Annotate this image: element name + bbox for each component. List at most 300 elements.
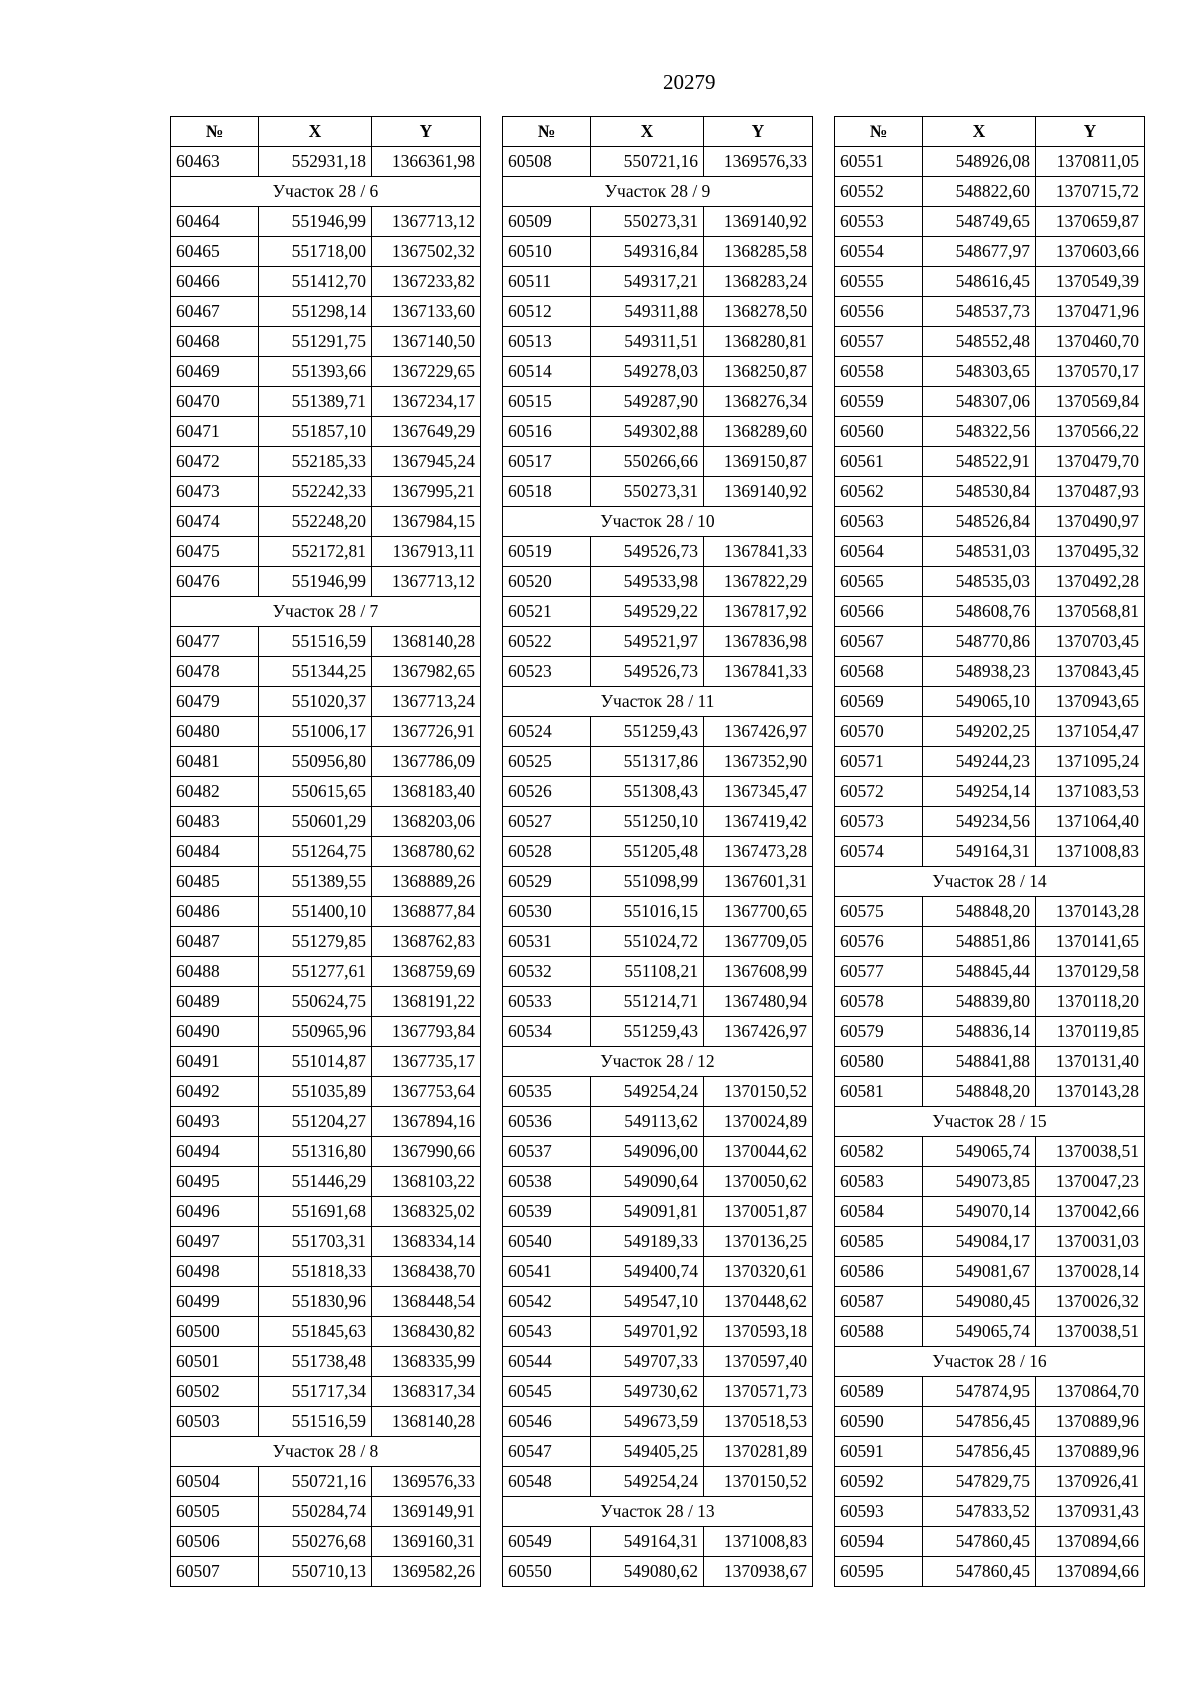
- y-coordinate-cell: 1371095,24: [1036, 747, 1145, 777]
- y-coordinate-cell: 1367982,65: [372, 657, 481, 687]
- table-row: [835, 1227, 1145, 1257]
- y-coordinate-cell: 1370471,96: [1036, 297, 1145, 327]
- point-number-cell: 60590: [835, 1407, 923, 1437]
- y-coordinate-cell: 1370490,97: [1036, 507, 1145, 537]
- table-row: [835, 657, 1145, 687]
- y-coordinate-cell: 1368289,60: [704, 417, 813, 447]
- y-coordinate-cell: 1367133,60: [372, 297, 481, 327]
- point-number-cell: 60547: [503, 1437, 591, 1467]
- x-coordinate-cell: 549311,88: [591, 297, 704, 327]
- y-coordinate-cell: 1370026,32: [1036, 1287, 1145, 1317]
- point-number-cell: 60483: [171, 807, 259, 837]
- y-coordinate-cell: 1370136,25: [704, 1227, 813, 1257]
- table-row: [835, 687, 1145, 717]
- y-coordinate-cell: 1369576,33: [704, 147, 813, 177]
- y-coordinate-cell: 1367945,24: [372, 447, 481, 477]
- y-coordinate-cell: 1370320,61: [704, 1257, 813, 1287]
- table-row: [835, 507, 1145, 537]
- section-title: Участок 28 / 14: [835, 867, 1145, 897]
- table-row: [171, 327, 481, 357]
- x-coordinate-cell: 551738,48: [259, 1347, 372, 1377]
- point-number-cell: 60508: [503, 147, 591, 177]
- coordinates-table-2: [502, 116, 813, 1587]
- x-coordinate-cell: 548522,91: [923, 447, 1036, 477]
- table-row: [171, 447, 481, 477]
- table-row: [835, 1317, 1145, 1347]
- point-number-cell: 60473: [171, 477, 259, 507]
- x-coordinate-cell: 549081,67: [923, 1257, 1036, 1287]
- table-row: [503, 597, 813, 627]
- y-coordinate-cell: 1366361,98: [372, 147, 481, 177]
- x-coordinate-cell: 549164,31: [591, 1527, 704, 1557]
- x-coordinate-cell: 548841,88: [923, 1047, 1036, 1077]
- y-coordinate-cell: 1367234,17: [372, 387, 481, 417]
- point-number-cell: 60571: [835, 747, 923, 777]
- x-coordinate-cell: 549091,81: [591, 1197, 704, 1227]
- point-number-cell: 60481: [171, 747, 259, 777]
- point-number-cell: 60565: [835, 567, 923, 597]
- table-row: [171, 147, 481, 177]
- y-coordinate-cell: 1370141,65: [1036, 927, 1145, 957]
- table-row: [835, 417, 1145, 447]
- y-coordinate-cell: 1367726,91: [372, 717, 481, 747]
- point-number-cell: 60542: [503, 1287, 591, 1317]
- table-row: [503, 1137, 813, 1167]
- point-number-cell: 60563: [835, 507, 923, 537]
- section-header-row: [503, 1497, 813, 1527]
- table-row: [171, 237, 481, 267]
- section-header-row: [503, 1047, 813, 1077]
- y-coordinate-cell: 1368191,22: [372, 987, 481, 1017]
- x-coordinate-cell: 549547,10: [591, 1287, 704, 1317]
- table-row: [171, 537, 481, 567]
- x-coordinate-cell: 548535,03: [923, 567, 1036, 597]
- x-coordinate-cell: 549317,21: [591, 267, 704, 297]
- table-row: [171, 1377, 481, 1407]
- point-number-cell: 60576: [835, 927, 923, 957]
- x-coordinate-cell: 549070,14: [923, 1197, 1036, 1227]
- table-row: [835, 597, 1145, 627]
- header-row: [503, 117, 813, 147]
- header-y: Y: [704, 117, 813, 147]
- x-coordinate-cell: 551446,29: [259, 1167, 372, 1197]
- point-number-cell: 60477: [171, 627, 259, 657]
- table-row: [503, 627, 813, 657]
- table-row: [171, 747, 481, 777]
- point-number-cell: 60583: [835, 1167, 923, 1197]
- y-coordinate-cell: 1367817,92: [704, 597, 813, 627]
- point-number-cell: 60552: [835, 177, 923, 207]
- section-header-row: [835, 1347, 1145, 1377]
- table-row: [835, 897, 1145, 927]
- x-coordinate-cell: 551317,86: [591, 747, 704, 777]
- y-coordinate-cell: 1370042,66: [1036, 1197, 1145, 1227]
- y-coordinate-cell: 1370131,40: [1036, 1047, 1145, 1077]
- x-coordinate-cell: 548531,03: [923, 537, 1036, 567]
- y-coordinate-cell: 1367713,12: [372, 207, 481, 237]
- section-header-row: [171, 597, 481, 627]
- table-row: [835, 1467, 1145, 1497]
- y-coordinate-cell: 1370659,87: [1036, 207, 1145, 237]
- point-number-cell: 60533: [503, 987, 591, 1017]
- section-header-row: [171, 1437, 481, 1467]
- table-row: [835, 987, 1145, 1017]
- table-row: [171, 1467, 481, 1497]
- table-row: [835, 1437, 1145, 1467]
- x-coordinate-cell: 551691,68: [259, 1197, 372, 1227]
- point-number-cell: 60540: [503, 1227, 591, 1257]
- y-coordinate-cell: 1370460,70: [1036, 327, 1145, 357]
- table-row: [835, 267, 1145, 297]
- x-coordinate-cell: 548822,60: [923, 177, 1036, 207]
- point-number-cell: 60543: [503, 1317, 591, 1347]
- x-coordinate-cell: 549521,97: [591, 627, 704, 657]
- point-number-cell: 60499: [171, 1287, 259, 1317]
- x-coordinate-cell: 549065,74: [923, 1317, 1036, 1347]
- point-number-cell: 60507: [171, 1557, 259, 1587]
- table-row: [835, 1527, 1145, 1557]
- y-coordinate-cell: 1370281,89: [704, 1437, 813, 1467]
- x-coordinate-cell: 548303,65: [923, 357, 1036, 387]
- table-row: [503, 957, 813, 987]
- y-coordinate-cell: 1367990,66: [372, 1137, 481, 1167]
- table-row: [171, 297, 481, 327]
- table-row: [503, 267, 813, 297]
- point-number-cell: 60521: [503, 597, 591, 627]
- x-coordinate-cell: 550624,75: [259, 987, 372, 1017]
- y-coordinate-cell: 1368140,28: [372, 1407, 481, 1437]
- point-number-cell: 60512: [503, 297, 591, 327]
- point-number-cell: 60505: [171, 1497, 259, 1527]
- x-coordinate-cell: 549673,59: [591, 1407, 704, 1437]
- x-coordinate-cell: 549090,64: [591, 1167, 704, 1197]
- y-coordinate-cell: 1367793,84: [372, 1017, 481, 1047]
- point-number-cell: 60561: [835, 447, 923, 477]
- y-coordinate-cell: 1370894,66: [1036, 1557, 1145, 1587]
- y-coordinate-cell: 1370571,73: [704, 1377, 813, 1407]
- point-number-cell: 60534: [503, 1017, 591, 1047]
- x-coordinate-cell: 551845,63: [259, 1317, 372, 1347]
- x-coordinate-cell: 551703,31: [259, 1227, 372, 1257]
- point-number-cell: 60510: [503, 237, 591, 267]
- y-coordinate-cell: 1369140,92: [704, 207, 813, 237]
- x-coordinate-cell: 552185,33: [259, 447, 372, 477]
- y-coordinate-cell: 1370150,52: [704, 1467, 813, 1497]
- point-number-cell: 60496: [171, 1197, 259, 1227]
- table-row: [171, 1107, 481, 1137]
- point-number-cell: 60467: [171, 297, 259, 327]
- table-row: [835, 1137, 1145, 1167]
- x-coordinate-cell: 548836,14: [923, 1017, 1036, 1047]
- y-coordinate-cell: 1370864,70: [1036, 1377, 1145, 1407]
- point-number-cell: 60595: [835, 1557, 923, 1587]
- table-row: [835, 1257, 1145, 1287]
- table-row: [171, 1347, 481, 1377]
- point-number-cell: 60589: [835, 1377, 923, 1407]
- y-coordinate-cell: 1370143,28: [1036, 897, 1145, 927]
- x-coordinate-cell: 549164,31: [923, 837, 1036, 867]
- point-number-cell: 60588: [835, 1317, 923, 1347]
- point-number-cell: 60594: [835, 1527, 923, 1557]
- point-number-cell: 60520: [503, 567, 591, 597]
- y-coordinate-cell: 1370518,53: [704, 1407, 813, 1437]
- y-coordinate-cell: 1368780,62: [372, 837, 481, 867]
- point-number-cell: 60567: [835, 627, 923, 657]
- table-row: [835, 1077, 1145, 1107]
- table-row: [503, 1227, 813, 1257]
- x-coordinate-cell: 551308,43: [591, 777, 704, 807]
- y-coordinate-cell: 1368762,83: [372, 927, 481, 957]
- x-coordinate-cell: 551291,75: [259, 327, 372, 357]
- y-coordinate-cell: 1367841,33: [704, 657, 813, 687]
- x-coordinate-cell: 550601,29: [259, 807, 372, 837]
- table-row: [171, 1137, 481, 1167]
- x-coordinate-cell: 550273,31: [591, 207, 704, 237]
- section-title: Участок 28 / 8: [171, 1437, 481, 1467]
- x-coordinate-cell: 547856,45: [923, 1437, 1036, 1467]
- y-coordinate-cell: 1370050,62: [704, 1167, 813, 1197]
- section-header-row: [835, 867, 1145, 897]
- point-number-cell: 60495: [171, 1167, 259, 1197]
- point-number-cell: 60558: [835, 357, 923, 387]
- point-number-cell: 60577: [835, 957, 923, 987]
- point-number-cell: 60541: [503, 1257, 591, 1287]
- table-row: [171, 567, 481, 597]
- x-coordinate-cell: 548848,20: [923, 897, 1036, 927]
- y-coordinate-cell: 1370843,45: [1036, 657, 1145, 687]
- section-title: Участок 28 / 6: [171, 177, 481, 207]
- table-row: [835, 537, 1145, 567]
- point-number-cell: 60515: [503, 387, 591, 417]
- y-coordinate-cell: 1370038,51: [1036, 1317, 1145, 1347]
- point-number-cell: 60485: [171, 867, 259, 897]
- point-number-cell: 60468: [171, 327, 259, 357]
- table-row: [171, 1527, 481, 1557]
- table-row: [171, 417, 481, 447]
- table-row: [171, 987, 481, 1017]
- y-coordinate-cell: 1367709,05: [704, 927, 813, 957]
- point-number-cell: 60479: [171, 687, 259, 717]
- table-row: [503, 387, 813, 417]
- point-number-cell: 60557: [835, 327, 923, 357]
- y-coordinate-cell: 1370028,14: [1036, 1257, 1145, 1287]
- point-number-cell: 60556: [835, 297, 923, 327]
- y-coordinate-cell: 1367700,65: [704, 897, 813, 927]
- point-number-cell: 60572: [835, 777, 923, 807]
- y-coordinate-cell: 1367649,29: [372, 417, 481, 447]
- point-number-cell: 60559: [835, 387, 923, 417]
- point-number-cell: 60539: [503, 1197, 591, 1227]
- page-number-text: 20279: [663, 70, 716, 94]
- table-row: [503, 1257, 813, 1287]
- x-coordinate-cell: 551250,10: [591, 807, 704, 837]
- x-coordinate-cell: 551016,15: [591, 897, 704, 927]
- x-coordinate-cell: 551818,33: [259, 1257, 372, 1287]
- x-coordinate-cell: 548851,86: [923, 927, 1036, 957]
- y-coordinate-cell: 1370889,96: [1036, 1407, 1145, 1437]
- table-row: [171, 1287, 481, 1317]
- x-coordinate-cell: 550721,16: [591, 147, 704, 177]
- point-number-cell: 60470: [171, 387, 259, 417]
- table-row: [503, 987, 813, 1017]
- y-coordinate-cell: 1370129,58: [1036, 957, 1145, 987]
- point-number-cell: 60480: [171, 717, 259, 747]
- x-coordinate-cell: 549302,88: [591, 417, 704, 447]
- point-number-cell: 60535: [503, 1077, 591, 1107]
- table-row: [503, 537, 813, 567]
- y-coordinate-cell: 1370943,65: [1036, 687, 1145, 717]
- coordinates-table-1: [170, 116, 481, 1587]
- point-number-cell: 60560: [835, 417, 923, 447]
- point-number-cell: 60555: [835, 267, 923, 297]
- y-coordinate-cell: 1367352,90: [704, 747, 813, 777]
- x-coordinate-cell: 548770,86: [923, 627, 1036, 657]
- table-row: [503, 1287, 813, 1317]
- x-coordinate-cell: 551035,89: [259, 1077, 372, 1107]
- x-coordinate-cell: 549533,98: [591, 567, 704, 597]
- point-number-cell: 60516: [503, 417, 591, 447]
- table-row: [171, 1017, 481, 1047]
- point-number-cell: 60491: [171, 1047, 259, 1077]
- x-coordinate-cell: 547829,75: [923, 1467, 1036, 1497]
- x-coordinate-cell: 548616,45: [923, 267, 1036, 297]
- table-row: [171, 1557, 481, 1587]
- x-coordinate-cell: 551857,10: [259, 417, 372, 447]
- header-x: X: [259, 117, 372, 147]
- table-row: [835, 357, 1145, 387]
- header-y: Y: [1036, 117, 1145, 147]
- y-coordinate-cell: 1370448,62: [704, 1287, 813, 1317]
- x-coordinate-cell: 551279,85: [259, 927, 372, 957]
- point-number-cell: 60525: [503, 747, 591, 777]
- x-coordinate-cell: 549405,25: [591, 1437, 704, 1467]
- table-row: [835, 1407, 1145, 1437]
- x-coordinate-cell: 549096,00: [591, 1137, 704, 1167]
- y-coordinate-cell: 1368283,24: [704, 267, 813, 297]
- x-coordinate-cell: 551393,66: [259, 357, 372, 387]
- table-row: [503, 327, 813, 357]
- y-coordinate-cell: 1370926,41: [1036, 1467, 1145, 1497]
- x-coordinate-cell: 550956,80: [259, 747, 372, 777]
- table-row: [835, 1497, 1145, 1527]
- x-coordinate-cell: 551205,48: [591, 837, 704, 867]
- y-coordinate-cell: 1368250,87: [704, 357, 813, 387]
- table-row: [171, 1497, 481, 1527]
- y-coordinate-cell: 1367753,64: [372, 1077, 481, 1107]
- y-coordinate-cell: 1368103,22: [372, 1167, 481, 1197]
- table-row: [503, 1557, 813, 1587]
- x-coordinate-cell: 551259,43: [591, 717, 704, 747]
- point-number-cell: 60511: [503, 267, 591, 297]
- y-coordinate-cell: 1367345,47: [704, 777, 813, 807]
- point-number-cell: 60524: [503, 717, 591, 747]
- coordinates-table-3: [834, 116, 1145, 1587]
- y-coordinate-cell: 1367836,98: [704, 627, 813, 657]
- table-row: [503, 837, 813, 867]
- y-coordinate-cell: 1367713,24: [372, 687, 481, 717]
- y-coordinate-cell: 1368759,69: [372, 957, 481, 987]
- y-coordinate-cell: 1370044,62: [704, 1137, 813, 1167]
- point-number-cell: 60549: [503, 1527, 591, 1557]
- table-row: [171, 1257, 481, 1287]
- point-number-cell: 60484: [171, 837, 259, 867]
- header-row: [171, 117, 481, 147]
- y-coordinate-cell: 1370492,28: [1036, 567, 1145, 597]
- y-coordinate-cell: 1367713,12: [372, 567, 481, 597]
- x-coordinate-cell: 548677,97: [923, 237, 1036, 267]
- x-coordinate-cell: 549254,24: [591, 1467, 704, 1497]
- point-number-cell: 60478: [171, 657, 259, 687]
- x-coordinate-cell: 551259,43: [591, 1017, 704, 1047]
- point-number-cell: 60518: [503, 477, 591, 507]
- x-coordinate-cell: 548530,84: [923, 477, 1036, 507]
- x-coordinate-cell: 551946,99: [259, 567, 372, 597]
- table-row: [503, 357, 813, 387]
- x-coordinate-cell: 551389,71: [259, 387, 372, 417]
- table-row: [835, 327, 1145, 357]
- point-number-cell: 60580: [835, 1047, 923, 1077]
- x-coordinate-cell: 551389,55: [259, 867, 372, 897]
- y-coordinate-cell: 1368334,14: [372, 1227, 481, 1257]
- point-number-cell: 60527: [503, 807, 591, 837]
- header-x: X: [591, 117, 704, 147]
- x-coordinate-cell: 551412,70: [259, 267, 372, 297]
- point-number-cell: 60476: [171, 567, 259, 597]
- section-title: Участок 28 / 7: [171, 597, 481, 627]
- y-coordinate-cell: 1370118,20: [1036, 987, 1145, 1017]
- y-coordinate-cell: 1367608,99: [704, 957, 813, 987]
- x-coordinate-cell: 549311,51: [591, 327, 704, 357]
- x-coordinate-cell: 550273,31: [591, 477, 704, 507]
- point-number-cell: 60592: [835, 1467, 923, 1497]
- point-number-cell: 60482: [171, 777, 259, 807]
- table-row: [503, 1317, 813, 1347]
- x-coordinate-cell: 551516,59: [259, 627, 372, 657]
- x-coordinate-cell: 549287,90: [591, 387, 704, 417]
- table-row: [835, 747, 1145, 777]
- x-coordinate-cell: 548537,73: [923, 297, 1036, 327]
- y-coordinate-cell: 1370593,18: [704, 1317, 813, 1347]
- point-number-cell: 60490: [171, 1017, 259, 1047]
- y-coordinate-cell: 1369582,26: [372, 1557, 481, 1587]
- point-number-cell: 60587: [835, 1287, 923, 1317]
- x-coordinate-cell: 552931,18: [259, 147, 372, 177]
- table-row: [503, 567, 813, 597]
- x-coordinate-cell: 549701,92: [591, 1317, 704, 1347]
- y-coordinate-cell: 1369160,31: [372, 1527, 481, 1557]
- point-number-cell: 60526: [503, 777, 591, 807]
- table-row: [171, 627, 481, 657]
- header-x: X: [923, 117, 1036, 147]
- table-row: [171, 807, 481, 837]
- x-coordinate-cell: 548938,23: [923, 657, 1036, 687]
- y-coordinate-cell: 1370047,23: [1036, 1167, 1145, 1197]
- y-coordinate-cell: 1370597,40: [704, 1347, 813, 1377]
- y-coordinate-cell: 1369140,92: [704, 477, 813, 507]
- table-row: [503, 1077, 813, 1107]
- y-coordinate-cell: 1367735,17: [372, 1047, 481, 1077]
- table-row: [835, 1197, 1145, 1227]
- point-number-cell: 60472: [171, 447, 259, 477]
- x-coordinate-cell: 549189,33: [591, 1227, 704, 1257]
- table-row: [171, 1047, 481, 1077]
- point-number-cell: 60578: [835, 987, 923, 1017]
- y-coordinate-cell: 1367426,97: [704, 1017, 813, 1047]
- x-coordinate-cell: 549202,25: [923, 717, 1036, 747]
- table-row: [171, 207, 481, 237]
- x-coordinate-cell: 549254,14: [923, 777, 1036, 807]
- y-coordinate-cell: 1370569,84: [1036, 387, 1145, 417]
